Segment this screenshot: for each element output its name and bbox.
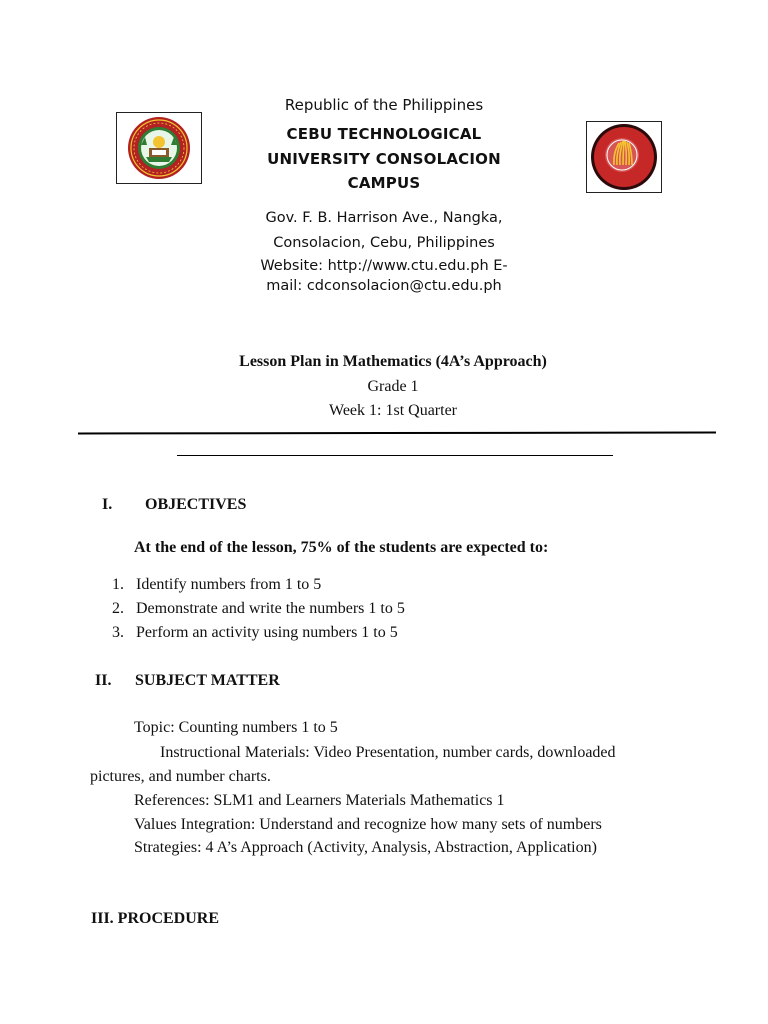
- university-name-line-3: CAMPUS: [347, 174, 421, 192]
- asean-logo-icon: [589, 123, 659, 191]
- list-item-number: 3.: [112, 624, 124, 641]
- address-line-1: Gov. F. B. Harrison Ave., Nangka,: [265, 210, 503, 226]
- values-text: Values Integration: Understand and recognize how many sets of numbers: [134, 816, 602, 833]
- university-name-line-1: CEBU TECHNOLOGICAL: [286, 125, 482, 143]
- list-item: [112, 600, 405, 618]
- grade-label: Grade 1: [367, 378, 419, 395]
- list-item-number: 1.: [112, 576, 124, 593]
- objectives-numeral: I.: [102, 496, 113, 513]
- objectives-intro: At the end of the lesson, 75% of the students are expected to:: [134, 539, 549, 556]
- university-name-line-2: UNIVERSITY CONSOLACION: [267, 150, 501, 168]
- materials-text-line-1: Instructional Materials: Video Presentation, number cards, downloaded: [160, 744, 616, 761]
- subject-matter-numeral: II.: [95, 672, 112, 689]
- objectives-title: OBJECTIVES: [145, 496, 247, 513]
- subject-matter-title: SUBJECT MATTER: [135, 672, 280, 689]
- list-item: [112, 624, 398, 642]
- email-line: mail: cdconsolacion@ctu.edu.ph: [266, 278, 502, 294]
- list-item: [112, 576, 321, 594]
- republic-label: Republic of the Philippines: [284, 96, 484, 114]
- ctu-seal-icon: [119, 115, 199, 181]
- objectives-heading: [102, 496, 246, 514]
- ctu-logo-frame: [116, 112, 202, 184]
- address-line-2: Consolacion, Cebu, Philippines: [273, 235, 495, 251]
- list-item-text: Demonstrate and write the numbers 1 to 5: [136, 600, 405, 617]
- subject-matter-heading: [95, 672, 280, 690]
- list-item-number: 2.: [112, 600, 124, 617]
- divider-thick: [78, 432, 716, 435]
- lesson-title: Lesson Plan in Mathematics (4A’s Approach): [239, 353, 547, 370]
- strategies-text: Strategies: 4 A’s Approach (Activity, Analysis, Abstraction, Application): [134, 839, 597, 856]
- week-label: Week 1: 1st Quarter: [329, 402, 457, 419]
- materials-text-line-2: pictures, and number charts.: [90, 768, 271, 785]
- topic-text: Topic: Counting numbers 1 to 5: [134, 719, 338, 736]
- asean-logo-frame: [586, 121, 662, 193]
- list-item-text: Perform an activity using numbers 1 to 5: [136, 624, 398, 641]
- procedure-heading: III. PROCEDURE: [91, 910, 220, 927]
- divider-thin: [177, 455, 613, 456]
- references-text: References: SLM1 and Learners Materials Mathematics 1: [134, 792, 505, 809]
- list-item-text: Identify numbers from 1 to 5: [136, 576, 322, 593]
- website-line: Website: http://www.ctu.edu.ph E-: [260, 258, 508, 274]
